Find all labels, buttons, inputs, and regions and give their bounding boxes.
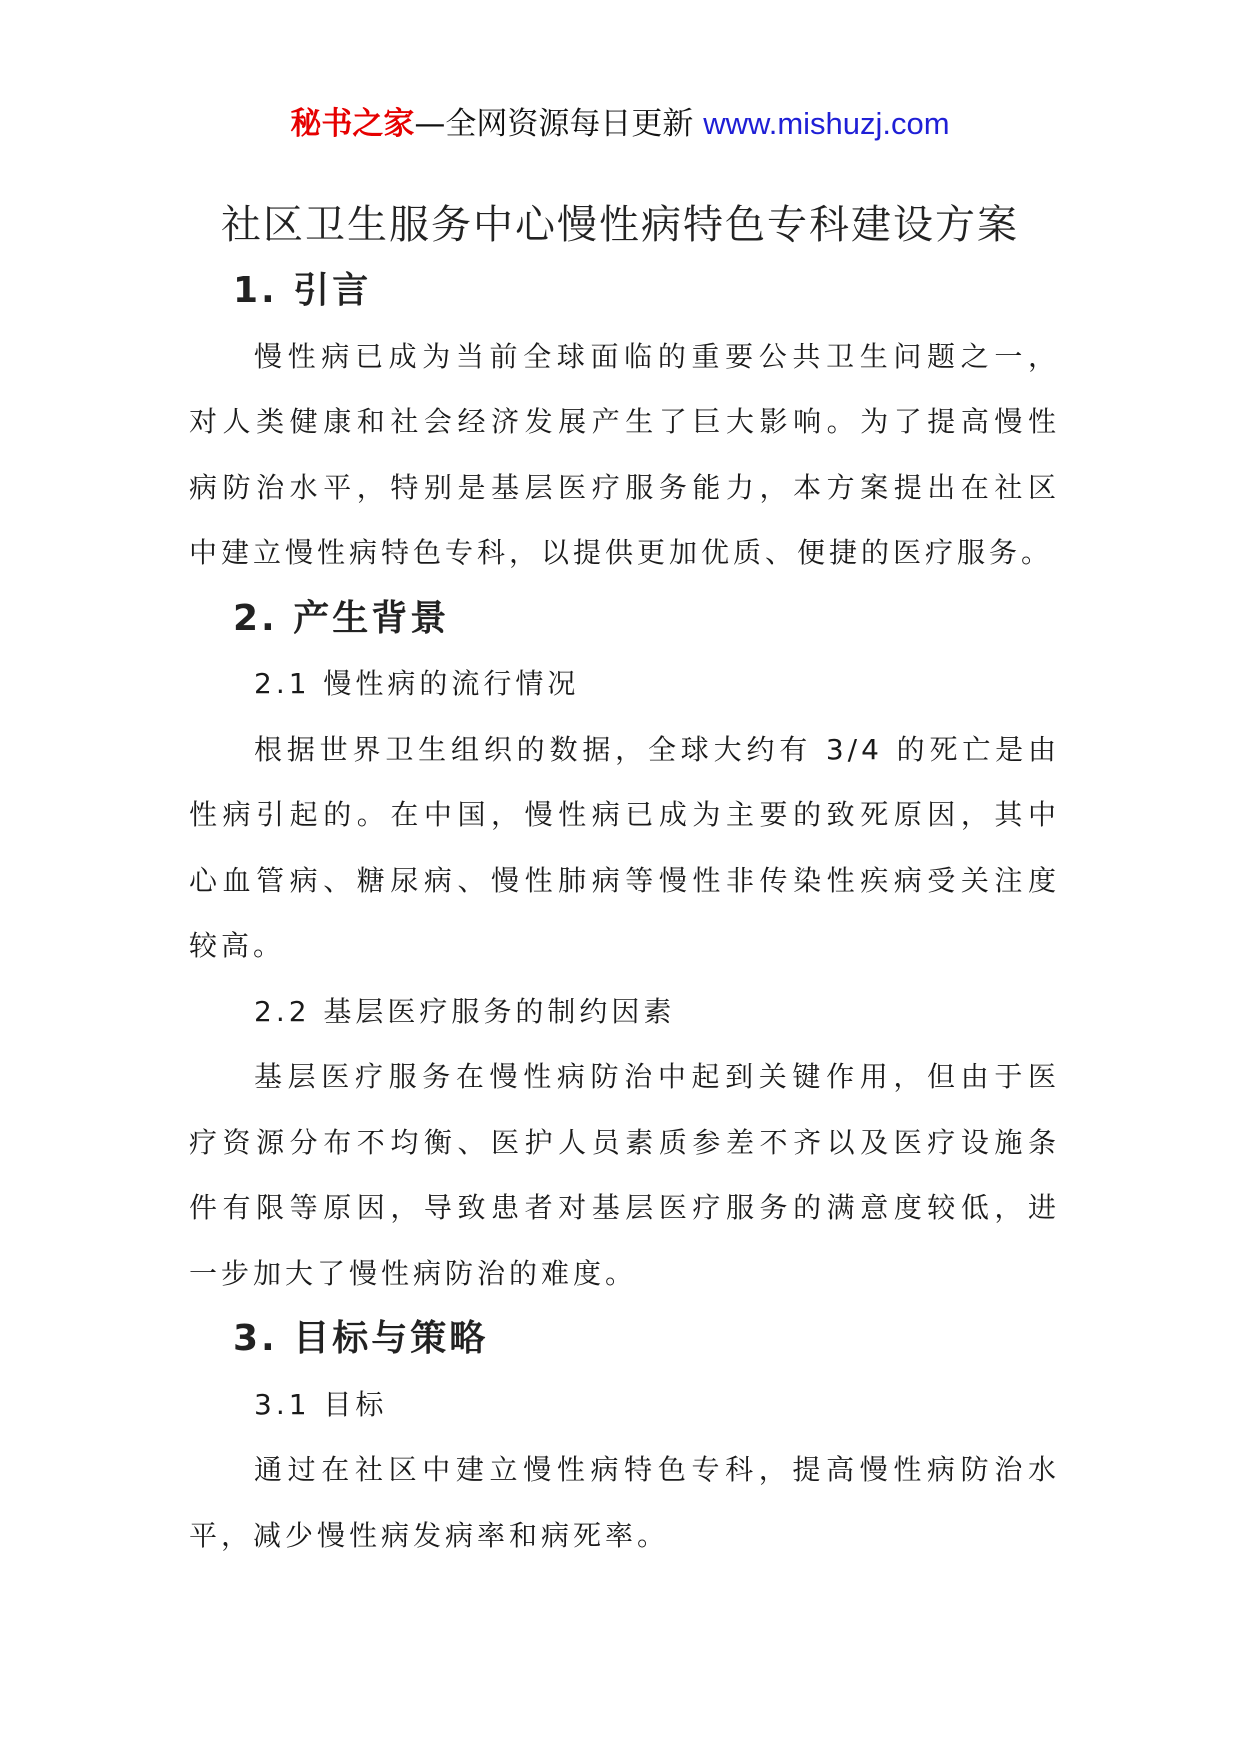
- subsection-heading: 3.1 目标: [254, 1387, 388, 1421]
- paragraph-line: 平，减少慢性病发病率和病死率。: [189, 1518, 670, 1552]
- paragraph-line: 根据世界卫生组织的数据，全球大约有 3/4 的死亡是由: [254, 732, 1060, 766]
- paragraph-line: 基层医疗服务在慢性病防治中起到关键作用，但由于医: [254, 1060, 1060, 1093]
- site-tagline: —全网资源每日更新: [414, 106, 704, 142]
- paragraph-line: 对人类健康和社会经济发展产生了巨大影响。为了提高慢性: [189, 405, 1060, 438]
- document-title: 社区卫生服务中心慢性病特色专科建设方案: [221, 202, 1019, 248]
- paragraph-line: 一步加大了慢性病防治的难度。: [189, 1256, 638, 1290]
- document-body: [189, 258, 1060, 1568]
- paragraph-line: 较高。: [189, 929, 286, 962]
- section-heading: 2. 产生背景: [233, 597, 450, 639]
- paragraph-line: 中建立慢性病特色专科，以提供更加优质、便捷的医疗服务。: [189, 536, 1054, 569]
- site-brand: 秘书之家: [290, 106, 415, 142]
- paragraph: [189, 717, 1060, 979]
- site-header: [0, 99, 1240, 149]
- paragraph: [189, 1044, 1060, 1306]
- section-heading: 3. 目标与策略: [233, 1318, 489, 1359]
- site-url: www.mishuzj.com: [703, 106, 950, 141]
- paragraph: [189, 1437, 1060, 1568]
- paragraph-line: 病防治水平，特别是基层医疗服务能力，本方案提出在社区: [189, 470, 1060, 504]
- subsection-heading: 2.2 基层医疗服务的制约因素: [254, 994, 676, 1028]
- paragraph-line: 件有限等原因，导致患者对基层医疗服务的满意度较低，进: [189, 1191, 1060, 1224]
- paragraph-line: 心血管病、糖尿病、慢性肺病等慢性非传染性疾病受关注度: [189, 863, 1060, 897]
- paragraph: [189, 324, 1060, 586]
- section-heading: 1. 引言: [233, 270, 372, 311]
- paragraph-line: 通过在社区中建立慢性病特色专科，提高慢性病防治水: [254, 1453, 1060, 1486]
- subsection-heading: 2.1 慢性病的流行情况: [254, 667, 580, 700]
- paragraph-line: 性病引起的。在中国，慢性病已成为主要的致死原因，其中: [189, 798, 1060, 831]
- paragraph-line: 慢性病已成为当前全球面临的重要公共卫生问题之一，: [254, 339, 1060, 373]
- paragraph-line: 疗资源分布不均衡、医护人员素质参差不齐以及医疗设施条: [189, 1125, 1060, 1159]
